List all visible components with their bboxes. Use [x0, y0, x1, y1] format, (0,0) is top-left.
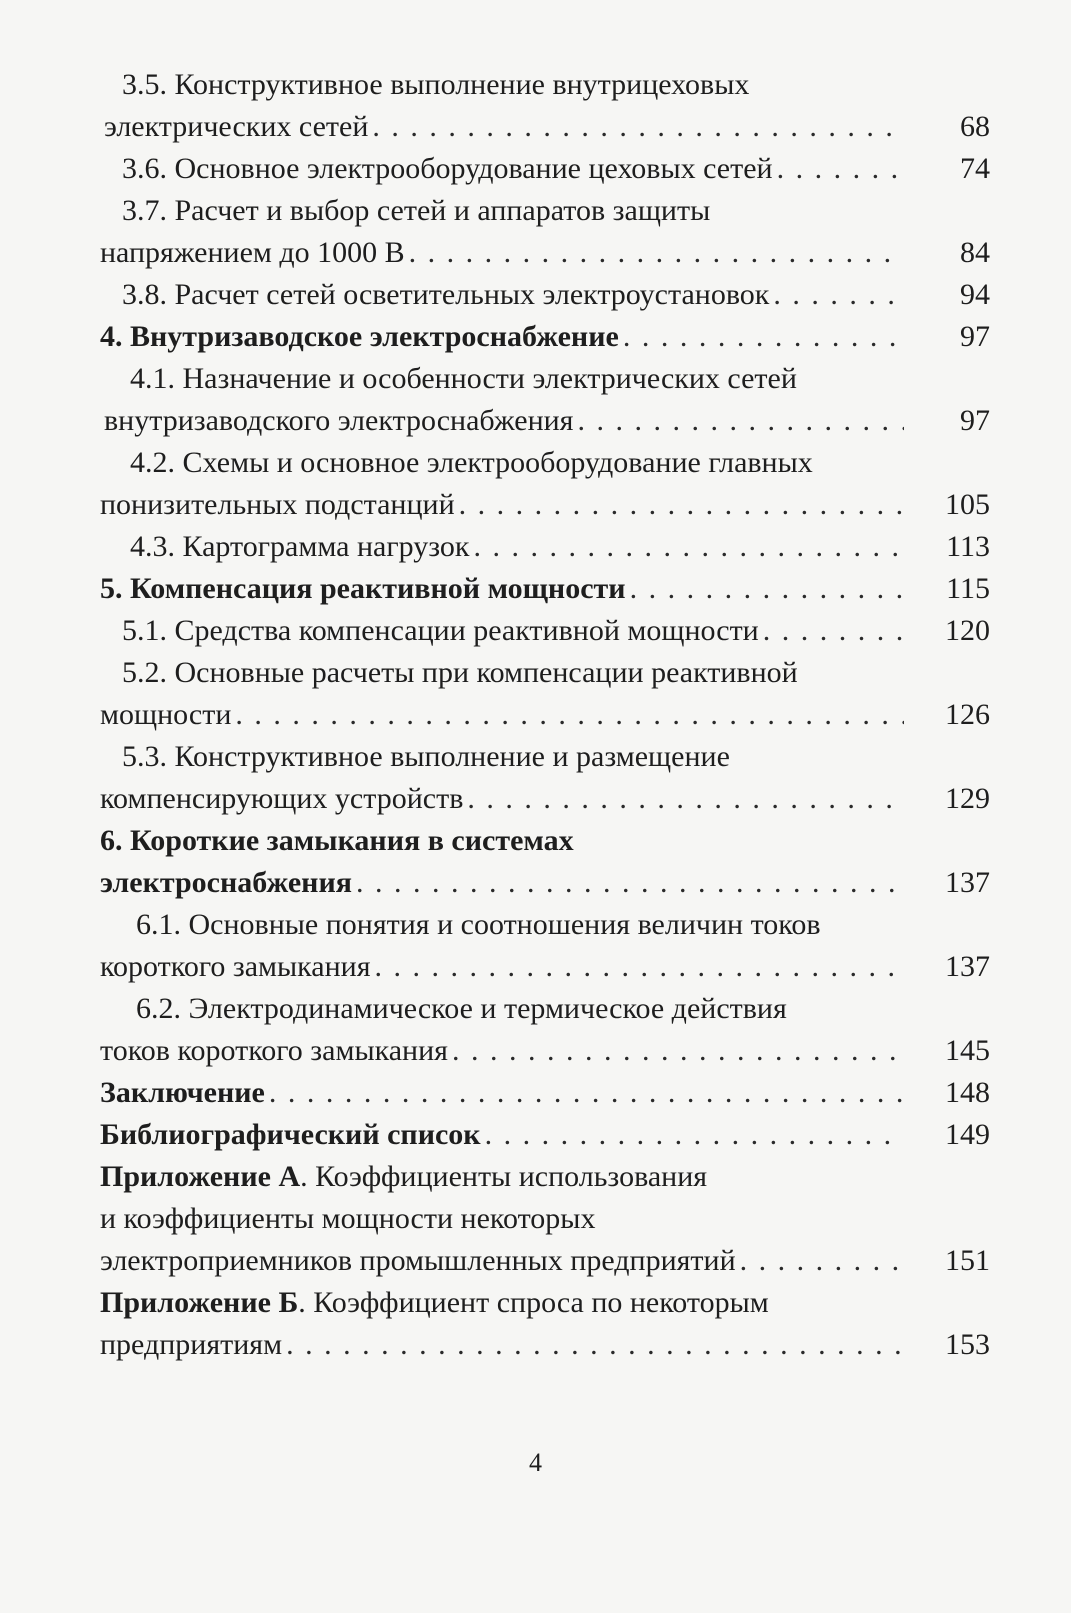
toc-line — [100, 232, 990, 274]
toc-line — [100, 988, 990, 1030]
toc-entry — [100, 148, 990, 190]
toc-line — [100, 862, 990, 904]
toc-entry-lead: Приложение А — [100, 1160, 301, 1193]
toc-line — [100, 148, 990, 190]
toc-entry-title: и коэффициенты мощности некоторых — [100, 1202, 596, 1235]
toc-page-number: 153 — [945, 1328, 990, 1361]
toc-page-number: 148 — [945, 1076, 990, 1109]
toc-line — [100, 526, 990, 568]
toc-page-number: 137 — [945, 950, 990, 983]
toc-page-number: 115 — [946, 572, 990, 605]
toc-entry-title: электроприемников промышленных предприятий — [100, 1244, 736, 1277]
toc-line — [100, 736, 990, 778]
dot-leader — [619, 316, 904, 358]
toc-page-number: 129 — [945, 782, 990, 815]
toc-line — [100, 946, 990, 988]
toc-entry-title: 4.1. Назначение и особенности электрических сетей — [130, 362, 797, 395]
toc-page-number: 151 — [945, 1244, 990, 1277]
toc-entry-title: понизительных подстанций — [100, 488, 455, 521]
toc-entry — [100, 652, 990, 736]
toc-page-number: 137 — [945, 866, 990, 899]
dot-leader — [769, 274, 904, 316]
toc-entry-title: 5.2. Основные расчеты при компенсации реактивной — [122, 656, 798, 689]
toc-page-number: 84 — [960, 236, 990, 269]
dot-leader — [352, 862, 904, 904]
toc-entry-title: короткого замыкания — [100, 950, 371, 983]
toc-entry — [100, 820, 990, 904]
toc-line — [100, 1282, 990, 1324]
dot-leader — [282, 1324, 904, 1366]
toc-entry — [100, 1072, 990, 1114]
toc-entry-title: 4. Внутризаводское электроснабжение — [100, 320, 619, 353]
toc-line — [100, 442, 990, 484]
toc-entry — [100, 1282, 990, 1366]
dot-leader — [469, 526, 904, 568]
dot-leader — [736, 1240, 904, 1282]
toc-entry-lead: Приложение Б — [100, 1286, 299, 1319]
toc-line — [100, 484, 990, 526]
dot-leader — [405, 232, 904, 274]
toc-entry — [100, 190, 990, 274]
toc-entry-title: электроснабжения — [100, 866, 352, 899]
toc-entry — [100, 64, 990, 148]
toc-entry-title: напряжением до 1000 В — [100, 236, 405, 269]
dot-leader — [371, 946, 904, 988]
dot-leader — [481, 1114, 904, 1156]
toc-entry-title: 4.3. Картограмма нагрузок — [130, 530, 470, 563]
toc-line — [100, 358, 990, 400]
toc-page-number: 149 — [945, 1118, 990, 1151]
toc-entry-title: 3.7. Расчет и выбор сетей и аппаратов защиты — [122, 194, 711, 227]
toc-entry — [100, 316, 990, 358]
dot-leader — [759, 610, 904, 652]
toc-entry — [100, 988, 990, 1072]
toc-entry-title: токов короткого замыкания — [100, 1034, 448, 1067]
toc-entry — [100, 736, 990, 820]
dot-leader — [368, 106, 904, 148]
toc-entry-title: 6.1. Основные понятия и соотношения величин токов — [136, 908, 821, 941]
toc-line — [100, 1198, 990, 1240]
toc-entry-title: электрических сетей — [104, 110, 369, 143]
toc-entry — [100, 442, 990, 526]
toc-entry-title: предприятиям — [100, 1328, 283, 1361]
toc-entry — [100, 274, 990, 316]
toc-entry-title: внутризаводского электроснабжения — [104, 404, 574, 437]
toc-line — [100, 778, 990, 820]
toc-line — [100, 568, 990, 610]
dot-leader — [265, 1072, 904, 1114]
toc-entry-title: Библиографический список — [100, 1118, 481, 1151]
toc-entry — [100, 1114, 990, 1156]
toc-line — [100, 1324, 990, 1366]
toc-line — [100, 106, 990, 148]
toc-line — [100, 904, 990, 946]
toc-line — [100, 694, 990, 736]
toc-page-number: 97 — [960, 320, 990, 353]
toc-entry-title: мощности — [100, 698, 232, 731]
toc-entry — [100, 526, 990, 568]
toc-line — [100, 274, 990, 316]
toc-entry — [100, 904, 990, 988]
toc-line — [100, 316, 990, 358]
toc-entry-title: 6.2. Электродинамическое и термическое действия — [136, 992, 787, 1025]
toc-line — [100, 1072, 990, 1114]
toc-entry-title: 3.8. Расчет сетей осветительных электроустановок — [122, 278, 770, 311]
toc-page-number: 145 — [945, 1034, 990, 1067]
dot-leader — [231, 694, 904, 736]
toc-page-number: 113 — [946, 530, 990, 563]
toc-entry — [100, 610, 990, 652]
toc-page-number: 97 — [960, 404, 990, 437]
toc-line — [100, 1156, 990, 1198]
toc-entry — [100, 358, 990, 442]
toc-entry-title: 5.3. Конструктивное выполнение и размещение — [122, 740, 730, 773]
toc-entry — [100, 568, 990, 610]
toc-page-number: 105 — [945, 488, 990, 521]
toc-line — [100, 400, 990, 442]
toc-line — [100, 1030, 990, 1072]
dot-leader — [626, 568, 904, 610]
toc-line — [100, 1114, 990, 1156]
toc-entry-title: 3.5. Конструктивное выполнение внутрицеховых — [122, 68, 750, 101]
toc-entry-title: 3.6. Основное электрооборудование цеховых сетей — [122, 152, 773, 185]
toc-line — [100, 820, 990, 862]
page-number: 4 — [529, 1448, 542, 1477]
toc-entry-title: 5. Компенсация реактивной мощности — [100, 572, 626, 605]
dot-leader — [773, 148, 904, 190]
toc-entry-title: Приложение Б. Коэффициент спроса по некоторым — [100, 1286, 769, 1319]
toc-entry-title: Заключение — [100, 1076, 265, 1109]
toc-line — [100, 610, 990, 652]
toc-entry-title: 6. Короткие замыкания в системах — [100, 824, 574, 857]
toc-page-number: 126 — [945, 698, 990, 731]
table-of-contents — [100, 64, 990, 1366]
toc-page-number: 94 — [960, 278, 990, 311]
toc-entry — [100, 1156, 990, 1282]
toc-line — [100, 1240, 990, 1282]
toc-entry-title: Приложение А. Коэффициенты использования — [100, 1160, 708, 1193]
dot-leader — [448, 1030, 904, 1072]
toc-line — [100, 652, 990, 694]
toc-line — [100, 190, 990, 232]
toc-entry-title: 5.1. Средства компенсации реактивной мощности — [122, 614, 759, 647]
dot-leader — [455, 484, 904, 526]
toc-page-number: 120 — [945, 614, 990, 647]
toc-entry-title: 4.2. Схемы и основное электрооборудование главных — [130, 446, 813, 479]
toc-page-number: 74 — [960, 152, 990, 185]
dot-leader — [463, 778, 904, 820]
toc-page-number: 68 — [960, 110, 990, 143]
toc-entry-title: компенсирующих устройств — [100, 782, 464, 815]
dot-leader — [573, 400, 904, 442]
toc-line — [100, 64, 990, 106]
